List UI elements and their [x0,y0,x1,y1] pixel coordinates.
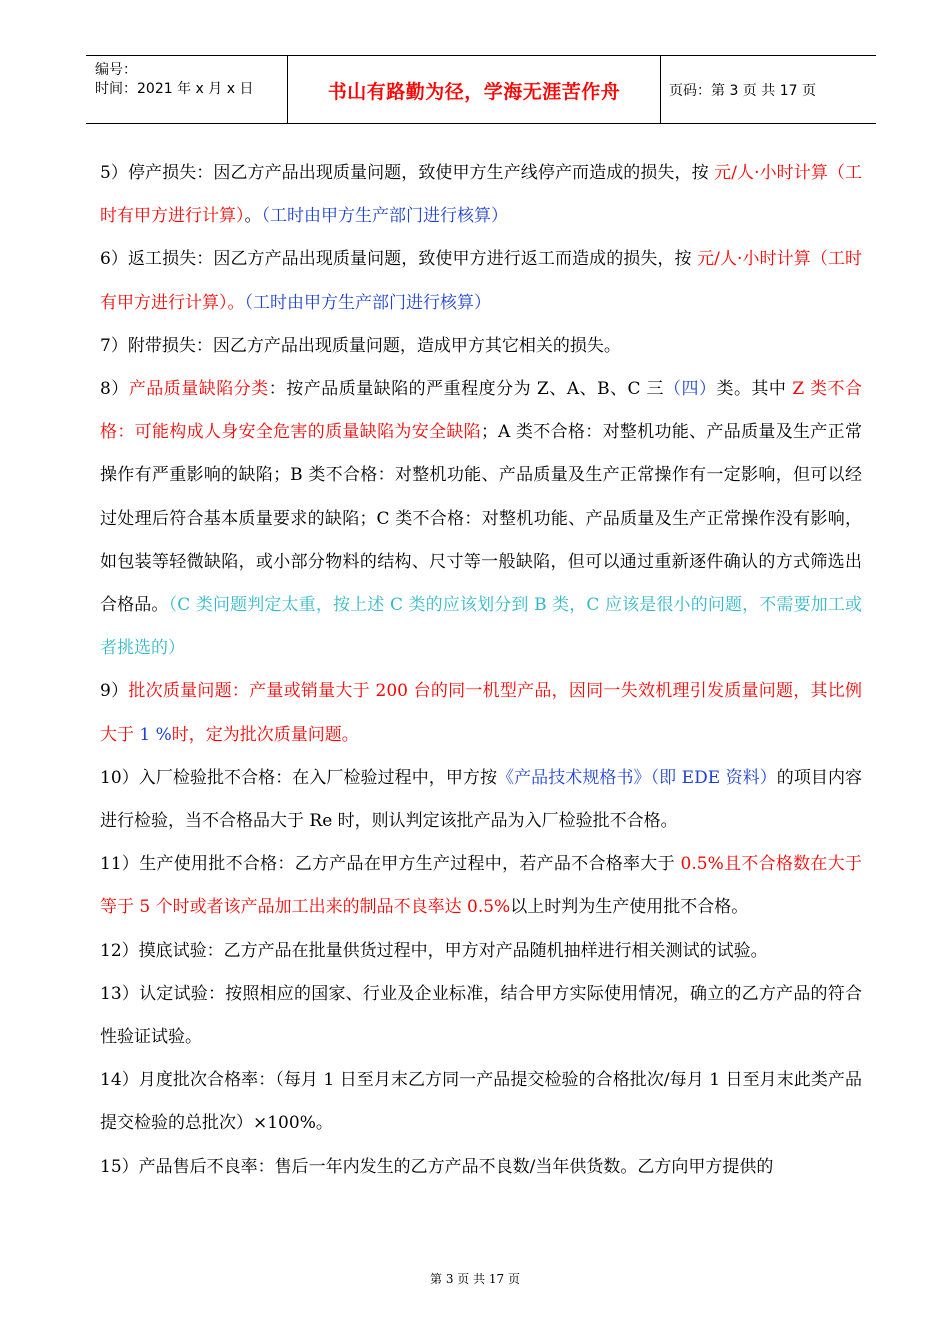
clause-8-abc-classes: ；A 类不合格：对整机功能、产品质量及生产正常操作有严重影响的缺陷；B 类不合格：对整机功能、产品质量及生产正常操作有一定影响，但可以经过处理后符合基本质量要求的缺陷；C 类不合格：对整机功能、产品质量及生产正常操作没有影响，如包装等轻微缺陷，或小部分物料的结构、尺寸等一般缺陷，但可以通过重新逐件确认的方式筛选出合格品。 [100,422,863,616]
clause-8-number: 8） [100,379,129,400]
clause-5-text: 5）停产损失：因乙方产品出现质量问题，致使甲方生产线停产而造成的损失，按 [100,163,715,183]
header-page-cell [660,56,876,123]
clause-9 [100,670,862,756]
clause-6-comment: （工时由甲方生产部门进行核算） [244,292,491,313]
clause-10 [100,757,862,843]
clause-7 [100,325,862,368]
clause-5-rate: 元/人·小时计算（工时有甲方进行计算） [100,163,862,227]
clause-10-spec: 《产品技术规格书》（即 EDE 资料） [497,767,777,788]
clause-5-comment: （工时由甲方生产部门进行核算） [261,206,508,227]
doc-time-label: 时间：2021 年 x 月 x 日 [95,81,254,97]
clause-15 [100,1146,862,1189]
page-footer: 第 3 页 共 17 页 [430,1272,520,1286]
header-meta [86,56,286,123]
clause-11 [100,843,862,929]
clause-8-intro: ：按产品质量缺陷的严重程度分为 Z、A、B、C 三 [268,379,664,400]
clause-15-text: 15）产品售后不良率：售后一年内发生的乙方产品不良数/当年供货数。乙方向甲方提供的 [100,1156,774,1177]
clause-10-end: 的项目内容进行检验，当不合格品大于 Re 时，则认判定该批产品为入厂检验批不合格。 [100,767,863,832]
clause-11-end: 以上时判为生产使用批不合格。 [510,897,749,918]
clause-14-text: 14）月度批次合格率：（每月 1 日至月末乙方同一产品提交检验的合格批次/每月 1 日至月末此类产品提交检验的总批次）×100%。 [100,1070,862,1134]
page-header [86,55,876,124]
clause-7-text: 7）附带损失：因乙方产品出现质量问题，造成甲方其它相关的损失。 [100,335,621,356]
clause-9-text: 批次质量问题：产量或销量大于 200 台的同一机型产品，因同一失效机理引发质量问题，其比例大于 [100,681,862,745]
clause-8 [100,368,862,670]
clause-6-text: 6）返工损失：因乙方产品出现质量问题，致使甲方进行返工而造成的损失，按 [100,249,698,270]
clause-12 [100,930,862,973]
clause-12-text: 12）摸底试验：乙方产品在批量供货过程中，甲方对产品随机抽样进行相关测试的试验。 [100,940,768,961]
clause-13 [100,973,862,1059]
clause-6-rate: 元/人·小时计算（工时有甲方进行计算）。 [100,249,863,313]
clause-5 [100,152,862,238]
clause-9-number: 9） [100,681,129,702]
header-motto: 书山有路勤为径，学海无涯苦作舟 [327,81,621,103]
clause-13-text: 13）认定试验：按照相应的国家、行业及企业标准，结合甲方实际使用情况，确立的乙方产品的符合性验证试验。 [100,983,862,1048]
header-motto-cell [287,56,661,123]
clause-9-end: 时，定为批次质量问题。 [171,724,359,745]
clause-14 [100,1059,862,1145]
clause-8-among: 类。其中 [716,379,793,400]
clause-9-ratio: 1 % [139,724,172,745]
clause-8-z-class: Z 类不合格：可能构成人身安全危害的质量缺陷为安全缺陷 [100,379,863,443]
clause-11-criteria: 0.5%且不合格数在大于等于 5 个时或者该产品加工出来的制品不良率达 0.5% [100,854,862,918]
clause-6 [100,238,862,324]
clause-8-four: （四） [663,379,717,400]
header-page-code: 页码：第 3 页 共 17 页 [669,83,816,99]
clause-8-title: 产品质量缺陷分类 [128,379,269,400]
document-body [100,152,862,1189]
clause-10-text: 10）入厂检验批不合格：在入厂检验过程中，甲方按 [100,767,498,788]
clause-11-text: 11）生产使用批不合格：乙方产品在甲方生产过程中，若产品不合格率大于 [100,854,681,875]
clause-5-period: 。 [244,206,262,227]
clause-8-comment: （C 类问题判定太重，按上述 C 类的应该划分到 B 类，C 应该是很小的问题，不需要加工或者挑选的） [100,595,863,659]
doc-number-label: 编号： [95,62,137,78]
